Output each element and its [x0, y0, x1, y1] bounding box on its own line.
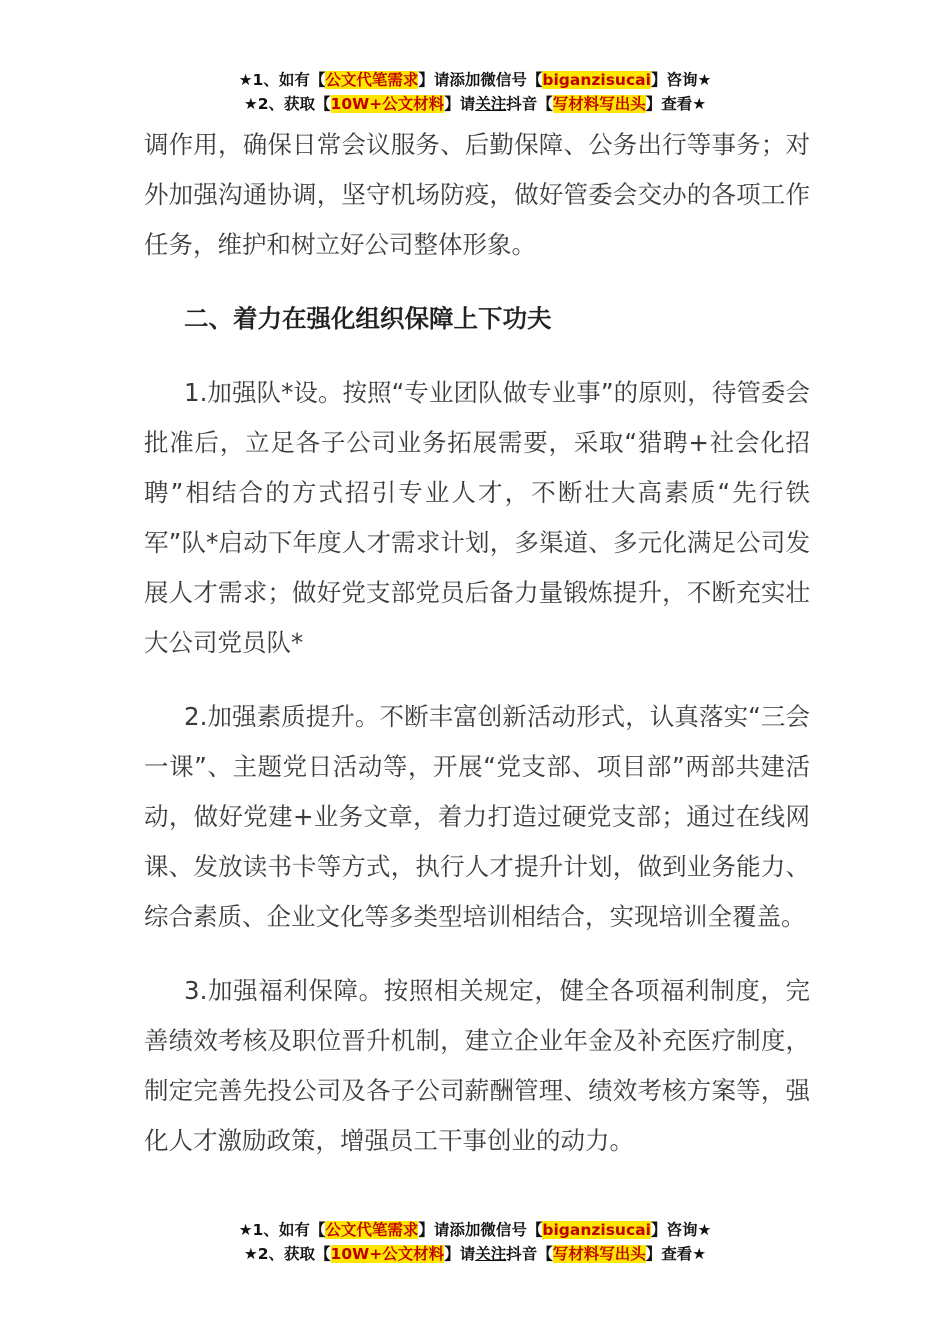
bottom-promo-banner: [0, 1218, 950, 1266]
promo-text: ★1、如有【: [238, 1221, 326, 1239]
wechat-id: biganzisucai: [542, 71, 651, 89]
promo-highlight: 公文代笔需求: [325, 1221, 419, 1239]
promo-text: 】咨询★: [650, 1221, 712, 1239]
promo-line-1: [0, 1218, 950, 1242]
wechat-id: biganzisucai: [542, 1221, 651, 1239]
promo-text: 】请添加微信号【: [418, 71, 543, 89]
paragraph-quality-improvement: 2.加强素质提升。不断丰富创新活动形式，认真落实“三会一课”、主题党日活动等，开展“党支部、项目部”两部共建活动，做好党建+业务文章，着力打造过硬党支部；通过在线网课、发放读书卡等方式，执行人才提升计划，做到业务能力、综合素质、企业文化等多类型培训相结合，实现培训全覆盖。: [144, 702, 810, 931]
document-body: [144, 120, 810, 1166]
promo-line-2: [0, 92, 950, 116]
section-heading: 二、着力在强化组织保障上下功夫: [184, 304, 552, 333]
promo-text: 】查看★: [645, 95, 707, 113]
promo-text: 】查看★: [645, 1245, 707, 1263]
top-promo-banner: [0, 68, 950, 116]
paragraph-welfare: 3.加强福利保障。按照相关规定，健全各项福利制度，完善绩效考核及职位晋升机制，建立企业年金及补充医疗制度，制定完善先投公司及各子公司薪酬管理、绩效考核方案等，强化人才激励政策，增强员工干事创业的动力。: [144, 976, 810, 1155]
douyin-account: 写材料写出头: [552, 95, 646, 113]
promo-highlight: 10W+公文材料: [330, 95, 445, 113]
promo-text: ★2、获取【: [243, 1245, 331, 1263]
promo-line-2: [0, 1242, 950, 1266]
promo-text: ★2、获取【: [243, 95, 331, 113]
promo-text: ★1、如有【: [238, 71, 326, 89]
douyin-account: 写材料写出头: [552, 1245, 646, 1263]
promo-text: 抖音【: [506, 1245, 553, 1263]
continuation-paragraph: 调作用，确保日常会议服务、后勤保障、公务出行等事务；对外加强沟通协调，坚守机场防疫，做好管委会交办的各项工作任务，维护和树立好公司整体形象。: [144, 130, 810, 259]
promo-highlight: 公文代笔需求: [325, 71, 419, 89]
promo-text: 抖音【: [506, 95, 553, 113]
promo-text: 】咨询★: [650, 71, 712, 89]
promo-text: 】请添加微信号【: [418, 1221, 543, 1239]
promo-line-1: [0, 68, 950, 92]
promo-text: 】请: [444, 1245, 476, 1263]
promo-text: 】请: [444, 95, 476, 113]
promo-underlined: 关注: [475, 95, 507, 113]
promo-underlined: 关注: [475, 1245, 507, 1263]
promo-highlight: 10W+公文材料: [330, 1245, 445, 1263]
paragraph-team-building: 1.加强队*设。按照“专业团队做专业事”的原则，待管委会批准后，立足各子公司业务拓展需要，采取“猎聘+社会化招聘”相结合的方式招引专业人才，不断壮大高素质“先行铁军”队*启动下年度人才需求计划，多渠道、多元化满足公司发展人才需求；做好党支部党员后备力量锻炼提升，不断充实壮大公司党员队*: [144, 378, 810, 657]
